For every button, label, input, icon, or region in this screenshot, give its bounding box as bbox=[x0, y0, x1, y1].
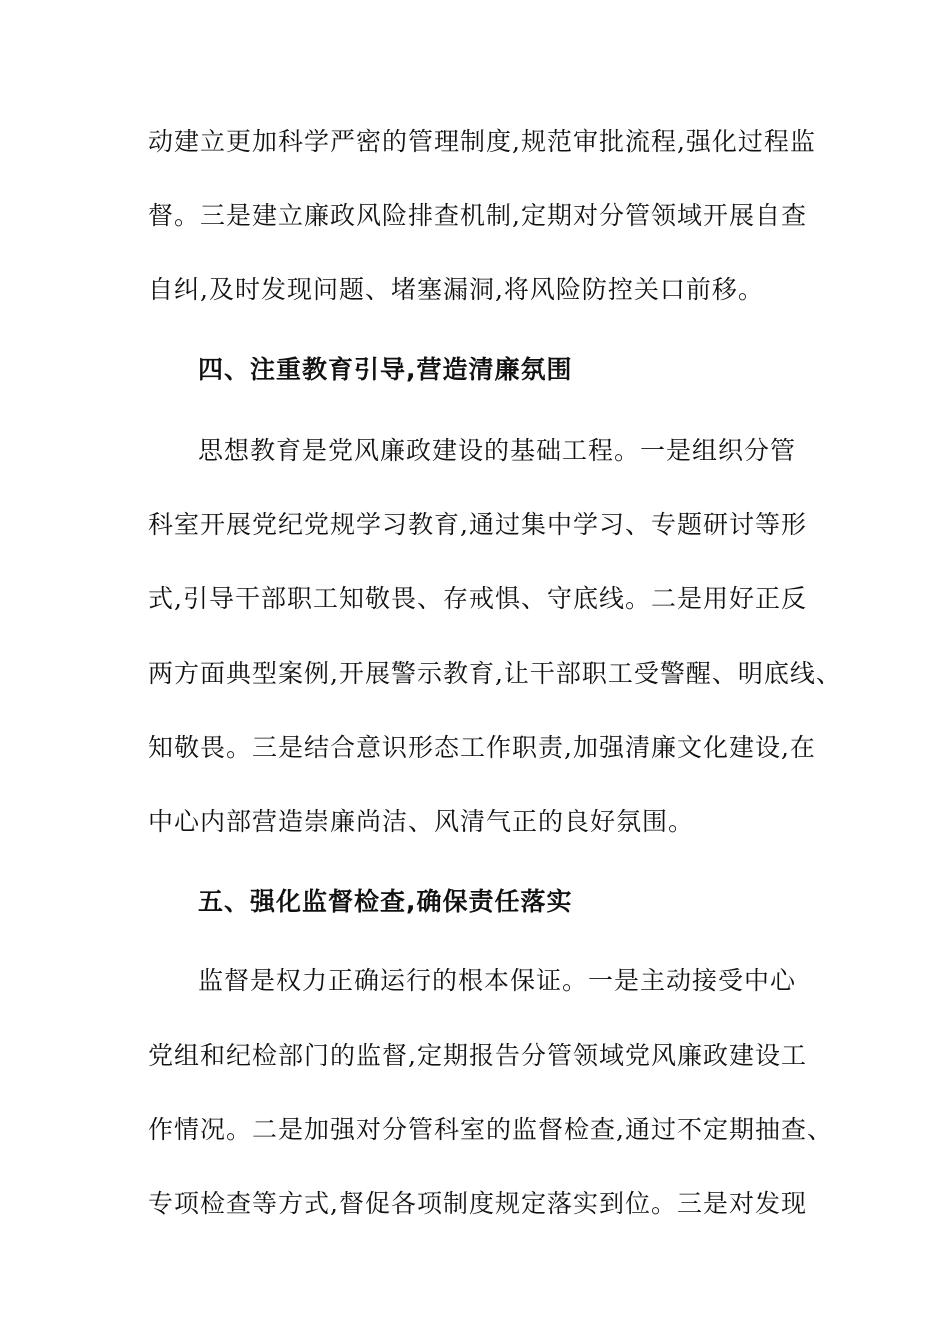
body-text-line: 专项检查等方式,督促各项制度规定落实到位。三是对发现 bbox=[148, 1189, 807, 1218]
section-heading-4: 四、注重教育引导,营造清廉氛围 bbox=[198, 355, 573, 384]
body-text-line: 科室开展党纪党规学习教育,通过集中学习、专题研讨等形 bbox=[148, 510, 807, 539]
body-text-line: 思想教育是党风廉政建设的基础工程。一是组织分管 bbox=[198, 436, 797, 465]
body-text-line: 中心内部营造崇廉尚洁、风清气正的良好氛围。 bbox=[148, 807, 695, 836]
section-heading-5: 五、强化监督检查,确保责任落实 bbox=[198, 887, 573, 916]
body-text-line: 作情况。二是加强对分管科室的监督检查,通过不定期抽查、 bbox=[148, 1115, 833, 1144]
body-text-line: 知敬畏。三是结合意识形态工作职责,加强清廉文化建设,在 bbox=[148, 733, 816, 762]
body-text-line: 督。三是建立廉政风险排查机制,定期对分管领域开展自查 bbox=[148, 201, 807, 230]
body-text-line: 动建立更加科学严密的管理制度,规范审批流程,强化过程监 bbox=[148, 127, 816, 156]
body-text-line: 两方面典型案例,开展警示教育,让干部职工受警醒、明底线、 bbox=[148, 659, 842, 688]
body-text-line: 党组和纪检部门的监督,定期报告分管领域党风廉政建设工 bbox=[148, 1041, 807, 1070]
body-text-line: 监督是权力正确运行的根本保证。一是主动接受中心 bbox=[198, 966, 797, 995]
body-text-line: 式,引导干部职工知敬畏、存戒惧、守底线。二是用好正反 bbox=[148, 584, 807, 613]
body-text-line: 自纠,及时发现问题、堵塞漏洞,将风险防控关口前移。 bbox=[148, 275, 764, 304]
